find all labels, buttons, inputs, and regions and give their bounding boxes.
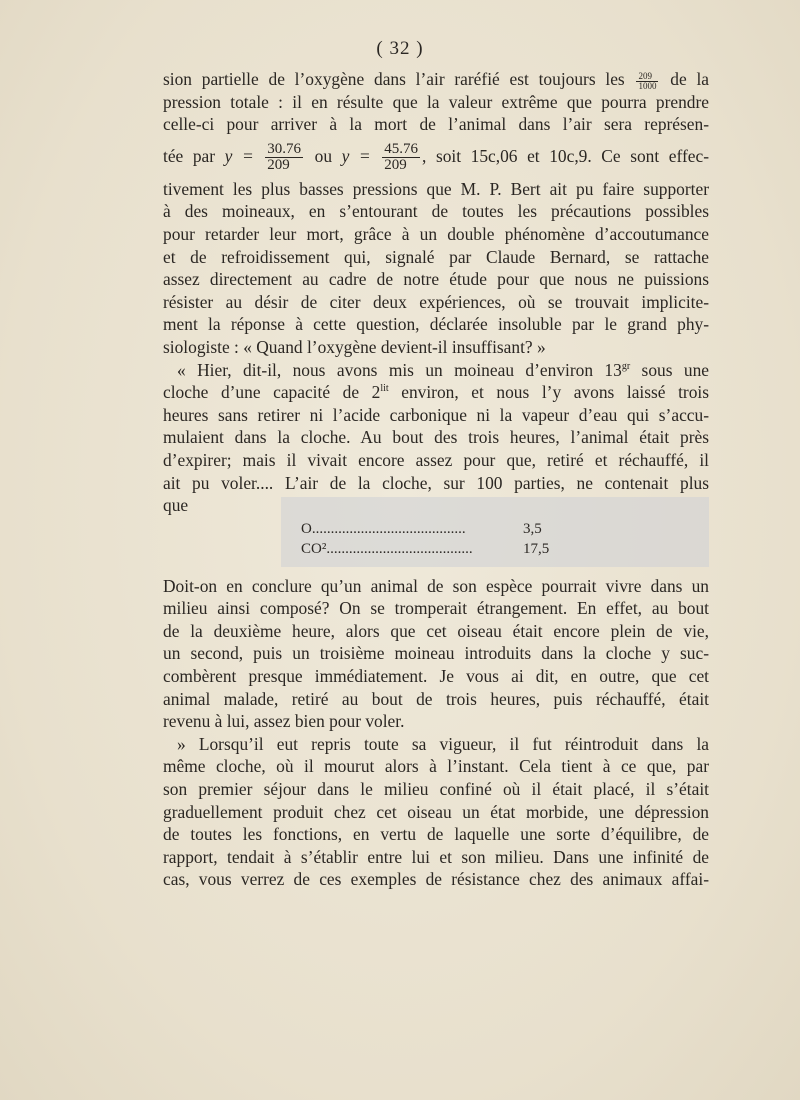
text-line: heures sans retirer ni l’acide carbonique ni la vapeur d’eau qui s’accu- — [163, 404, 709, 425]
text-line: assez directement au cadre de notre étude pour que nous ne puissions — [163, 269, 709, 290]
text-line: résister au désir de citer deux expériences, où se trouvait implicite- — [163, 291, 709, 312]
text-line: siologiste : « Quand l’oxygène devient-il insuffisant? » — [163, 336, 546, 357]
text-line: combèrent presque immédiatement. Je vous ai dit, en outre, que cet — [163, 666, 709, 687]
text-line: ment la réponse à cette question, déclarée insoluble par le grand phy- — [163, 314, 709, 335]
text-line: « Hier, dit-il, nous avons mis un moineau d’environ $13^{gr}$ sous une — [177, 359, 709, 380]
text-line: animal malade, retiré au bout de trois heures, puis réchauffé, était — [163, 688, 709, 709]
text-line: rapport, tendait à s’établir entre lui et son milieu. Dans une infinité de — [163, 846, 709, 867]
text-line: revenu à lui, assez bien pour voler. — [163, 711, 405, 732]
text-line: et de refroidissement qui, signalé par Claude Bernard, se rattache — [163, 246, 709, 267]
fraction-2: $\frac{45.76}{209}$ — [384, 141, 419, 174]
table-row-label: CO²....................................... — [301, 540, 473, 557]
text-line: celle-ci pour arriver à la mort de l’animal dans l’air sera représen- — [163, 114, 709, 135]
text-line — [163, 68, 709, 91]
text-line: même cloche, où il mourut alors à l’instant. Cela tient à ce que, par — [163, 756, 709, 777]
fraction-1: $\frac{30.76}{209}$ — [267, 141, 302, 174]
text-line: Doit-on en conclure qu’un animal de son espèce pourrait vivre dans un — [163, 575, 709, 596]
table-row-value: 3,5 — [523, 520, 542, 537]
text-line: à des moineaux, en s’entourant de toutes les précautions possibles — [163, 201, 709, 222]
fraction-inline: $\frac{209}{1000}$ — [638, 70, 657, 91]
text-line: d’expirer; mais il vivait encore assez pour que, retiré et réchauffé, il — [163, 449, 709, 470]
gas-table — [163, 519, 709, 565]
text-line: » Lorsqu’il eut repris toute sa vigueur, il fut réintroduit dans la — [177, 733, 709, 754]
text-line: son premier séjour dans le milieu confiné où il était placé, il s’était — [163, 779, 709, 800]
text-line: pour retarder leur mort, grâce à un double phénomène d’accoutumance — [163, 223, 709, 244]
text-line: de toutes les fonctions, en vertu de laquelle une sorte d’équilibre, de — [163, 824, 709, 845]
text-line: pression totale : il en résulte que la valeur extrême que pourra prendre — [163, 91, 709, 112]
text-line: mulaient dans la cloche. Au bout des trois heures, l’animal était près — [163, 427, 709, 448]
table-row-value: 17,5 — [523, 540, 550, 557]
text-line: cloche d’une capacité de $2^{lit}$ environ, et nous l’y avons laissé trois — [163, 382, 709, 403]
text-line: cas, vous verrez de ces exemples de résistance chez des animaux affai- — [163, 869, 709, 890]
text-segment: de la — [670, 69, 710, 89]
text-line: milieu ainsi composé? On se tromperait étrangement. En effet, au bout — [163, 598, 709, 619]
equation-line: tée par y = $\frac{30.76}{209}$ ou y = $\frac{45.76}{209}$ , soit 15c,06 et 10c,9. Ce sont effec- — [163, 141, 709, 174]
text-segment: sion partielle de l’oxygène dans l’air raréfié est toujours les — [163, 69, 625, 89]
text-line: de la deuxième heure, alors que cet oiseau était encore plein de vie, — [163, 620, 709, 641]
text-line: un second, puis un troisième moineau introduits dans la cloche y suc- — [163, 643, 709, 664]
text-line: graduellement produit chez cet oiseau un état morbide, une dépression — [163, 801, 709, 822]
text-line: ait pu voler.... L’air de la cloche, sur 100 parties, ne contenait plus — [163, 472, 709, 493]
table-row-label: O......................................... — [301, 520, 466, 537]
text-line: que — [163, 495, 189, 516]
body-text — [163, 68, 709, 891]
text-line: tivement les plus basses pressions que M. P. Bert ait pu faire supporter — [163, 178, 709, 199]
page-number: ( 32 ) — [376, 38, 424, 59]
